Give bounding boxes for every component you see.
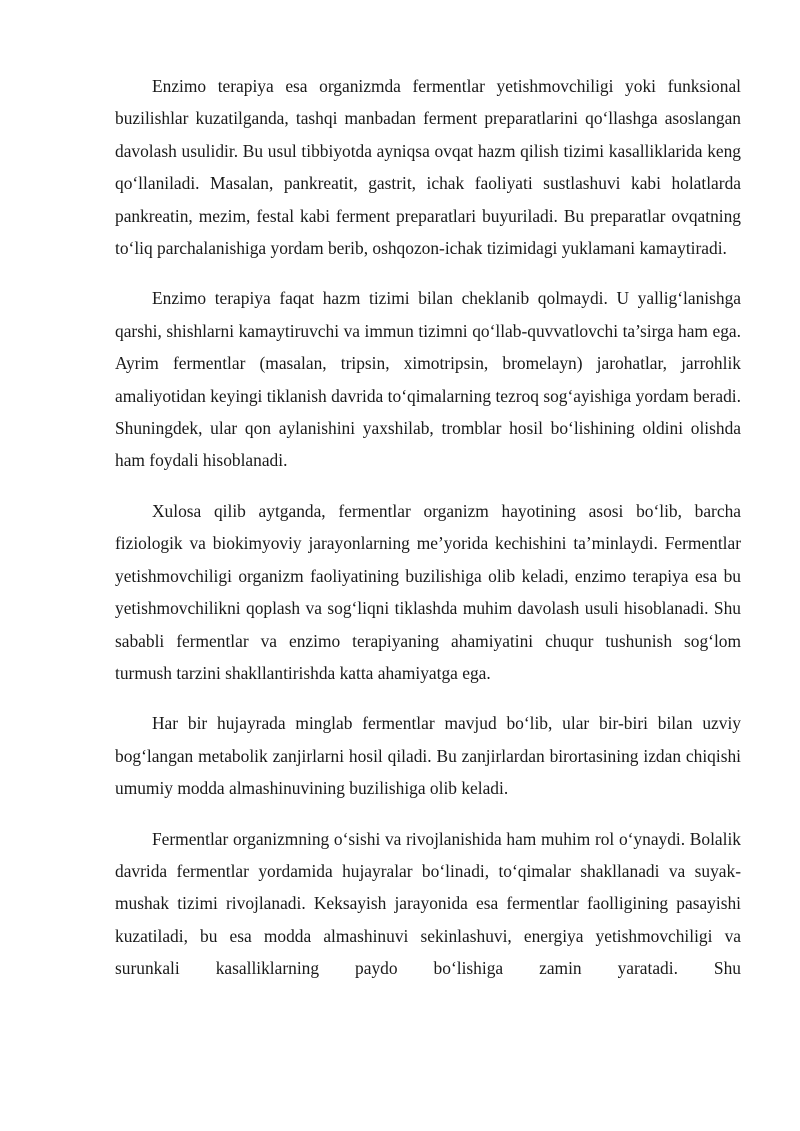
paragraph-conclusion: Xulosa qilib aytganda, fermentlar organizm hayotining asosi bo‘lib, barcha fiziologik va biokimyoviy jarayonlarning me’yorida kechishini ta’minlaydi. Fermentlar yetishmovchiligi organizm faoliyatining buzilishiga olib keladi, enzimo terapiya esa bu yetishmovchilikni qoplash va sog‘liqni tiklashda muhim davolash usuli hisoblanadi. Shu sababli fermentlar va enzimo terapiyaning ahamiyatini chuqur tushunish sog‘lom turmush tarzini shakllantirishda katta ahamiyatga ega. — [115, 500, 741, 683]
paragraph-enzyme-therapy-definition: Enzimo terapiya esa organizmda fermentlar yetishmovchiligi yoki funksional buzilishlar kuzatilganda, tashqi manbadan ferment preparatlarini qo‘llashga asoslangan davolash usulidir. Bu usul tibbiyotda ayniqsa ovqat hazm qilish tizimi kasalliklarida keng qo‘llaniladi. Masalan, pankreatit, gastrit, ichak faoliyati sustlashuvi kabi holatlarda pankreatin, mezim, festal kabi ferment preparatlari buyuriladi. Bu preparatlar ovqatning to‘liq parchalanishiga yordam berib, oshqozon-ichak tizimidagi yuklamani kamaytiradi. — [115, 76, 741, 259]
document-body — [115, 70, 741, 1003]
paragraph-growth-development: Fermentlar organizmning o‘sishi va rivojlanishida ham muhim rol o‘ynaydi. Bolalik davrida fermentlar yordamida hujayralar bo‘linadi, to‘qimalar shakllanadi va suyak-mushak tizimi rivojlanadi. Keksayish jarayonida esa fermentlar faolligining pasayishi kuzatiladi, bu esa modda almashinuvi sekinlashuvi, energiya yetishmovchiligi va surunkali kasalliklarning paydo bo‘lishiga zamin yaratadi. Shu — [115, 828, 741, 979]
paragraph-metabolic-chains: Har bir hujayrada minglab fermentlar mavjud bo‘lib, ular bir-biri bilan uzviy bog‘langan metabolik zanjirlarni hosil qiladi. Bu zanjirlardan birortasining izdan chiqishi umumiy modda almashinuvining buzilishiga olib keladi. — [115, 713, 741, 799]
paragraph-enzyme-therapy-effects: Enzimo terapiya faqat hazm tizimi bilan cheklanib qolmaydi. U yallig‘lanishga qarshi, shishlarni kamaytiruvchi va immun tizimni qo‘llab-quvvatlovchi ta’sirga ham ega. Ayrim fermentlar (masalan, tripsin, ximotripsin, bromelayn) jarohatlar, jarrohlik amaliyotidan keyingi tiklanish davrida to‘qimalarning tezroq sog‘ayishiga yordam beradi. Shuningdek, ular qon aylanishini yaxshilab, tromblar hosil bo‘lishining oldini olishda ham foydali hisoblanadi. — [115, 288, 741, 471]
